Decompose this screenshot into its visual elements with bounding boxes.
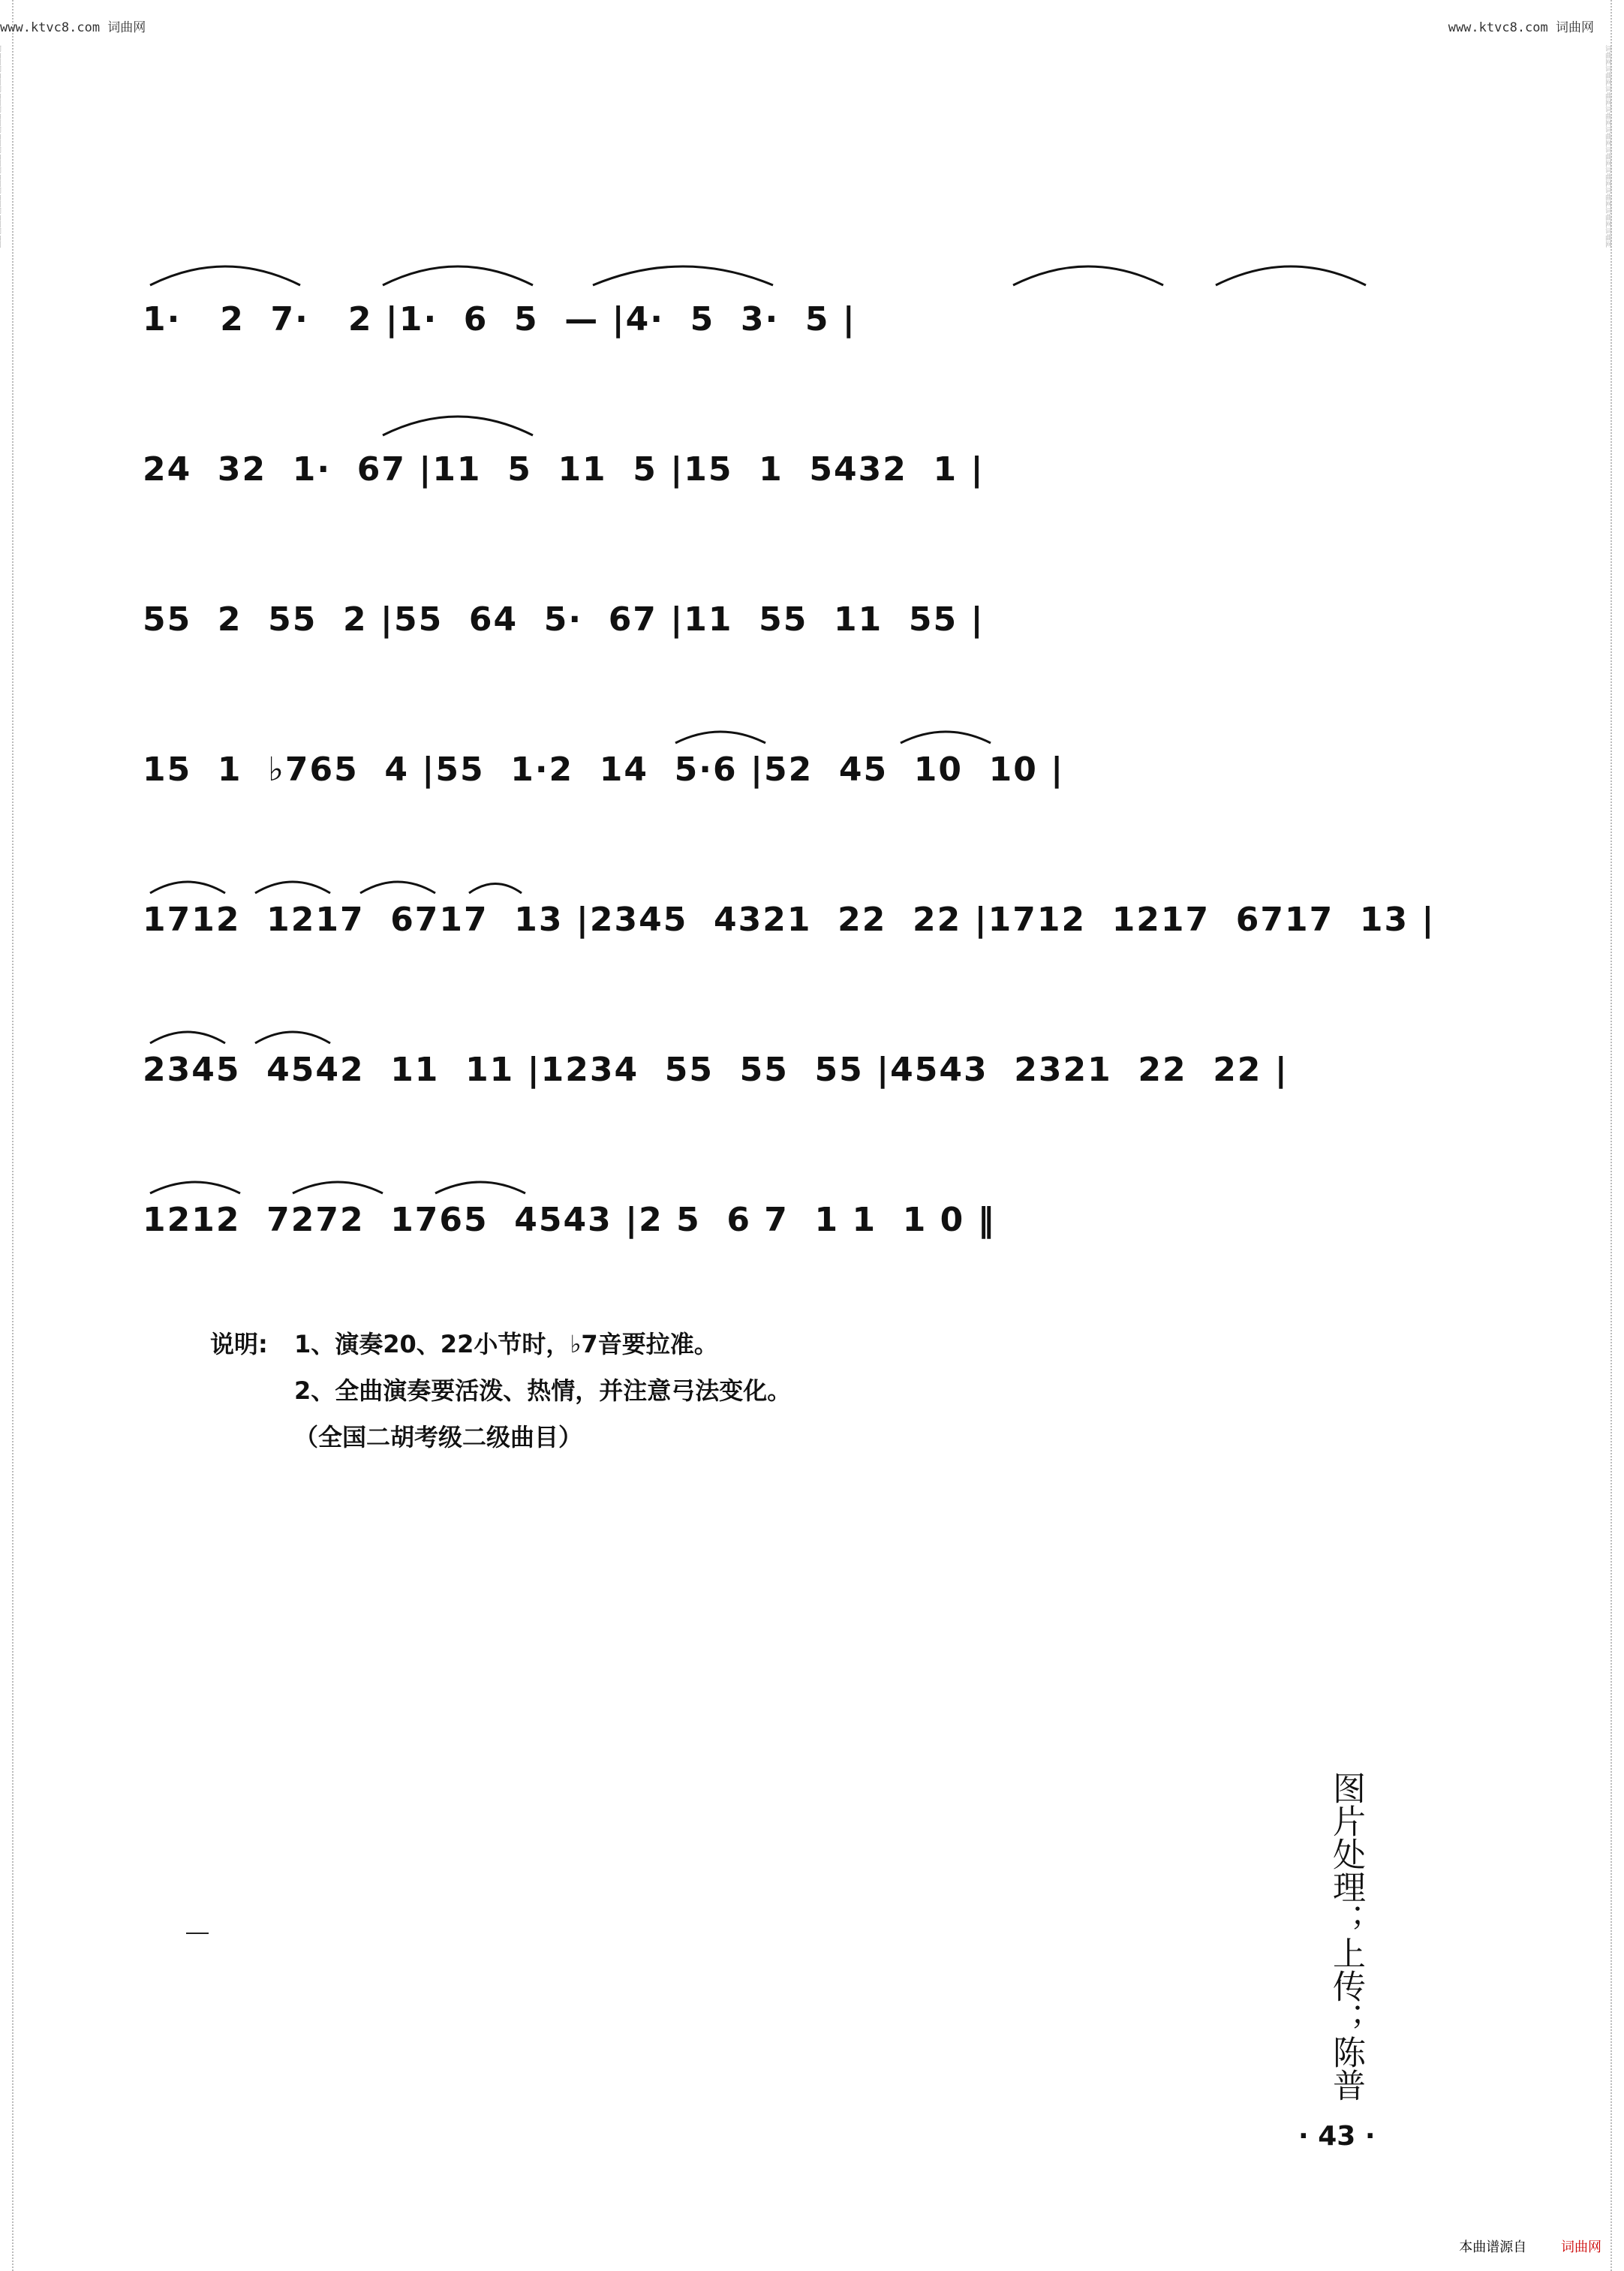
score-row-1: [135, 255, 1426, 345]
score-row-5: [135, 856, 1436, 946]
footer-source: [1459, 2236, 1601, 2256]
notes-label: 说明:: [210, 1330, 268, 1358]
note-line-1: 1、演奏20、22小节时，♭7音要拉准。: [294, 1330, 718, 1358]
score-row-2: [135, 405, 1426, 495]
score-row-text: 1· 2 7· 2 |1· 6 5 — |4· 5 3· 5 |: [143, 300, 856, 338]
note-line-3: （全国二胡考级二级曲目）: [294, 1423, 583, 1451]
score-row-text: 1212 7272 1765 4543 |2 5 6 7 1 1 1 0 ‖: [143, 1201, 996, 1239]
score-row-text: 1712 1217 6717 13 |2345 4321 22 22 |1712 1217 6717 13 |: [143, 901, 1436, 939]
score-row-text: 15 1 ♭765 4 |55 1·2 14 5·6 |52 45 10 10 |: [143, 750, 1065, 789]
left-edge-watermark: [2, 45, 12, 248]
score-row-text: 2345 4542 11 11 |1234 55 55 55 |4543 2321 22 22 |: [143, 1051, 1289, 1089]
performance-notes: [210, 1321, 791, 1460]
footer-site-link[interactable]: 词曲网: [1561, 2239, 1601, 2255]
score-row-text: 24 32 1· 67 |11 5 11 5 |15 1 5432 1 |: [143, 450, 985, 489]
upload-credit: 图片处理；上传；陈普: [1327, 1771, 1365, 2101]
left-page-edge: [0, 0, 14, 2271]
footer-source-label: 本曲谱源自: [1459, 2239, 1527, 2255]
page-number: · 43 ·: [1298, 2121, 1376, 2152]
score-row-6: [135, 1006, 1426, 1096]
header-site-left: www.ktvc8.com 词曲网: [0, 20, 146, 35]
score-row-4: [135, 705, 1426, 796]
header-site-right: www.ktvc8.com 词曲网: [1448, 20, 1594, 35]
score-row-text: 55 2 55 2 |55 64 5· 67 |11 55 11 55 |: [143, 600, 985, 639]
note-line-2: 2、全曲演奏要活泼、热情，并注意弓法变化。: [294, 1376, 792, 1405]
stray-mark: [186, 1933, 209, 1934]
score-row-7: [135, 1156, 1426, 1246]
score-row-3: [135, 555, 1426, 645]
right-edge-watermark: 词曲网词曲网词曲网词曲网词曲网词曲网词曲网词曲网词曲网词曲网: [1604, 45, 1611, 248]
